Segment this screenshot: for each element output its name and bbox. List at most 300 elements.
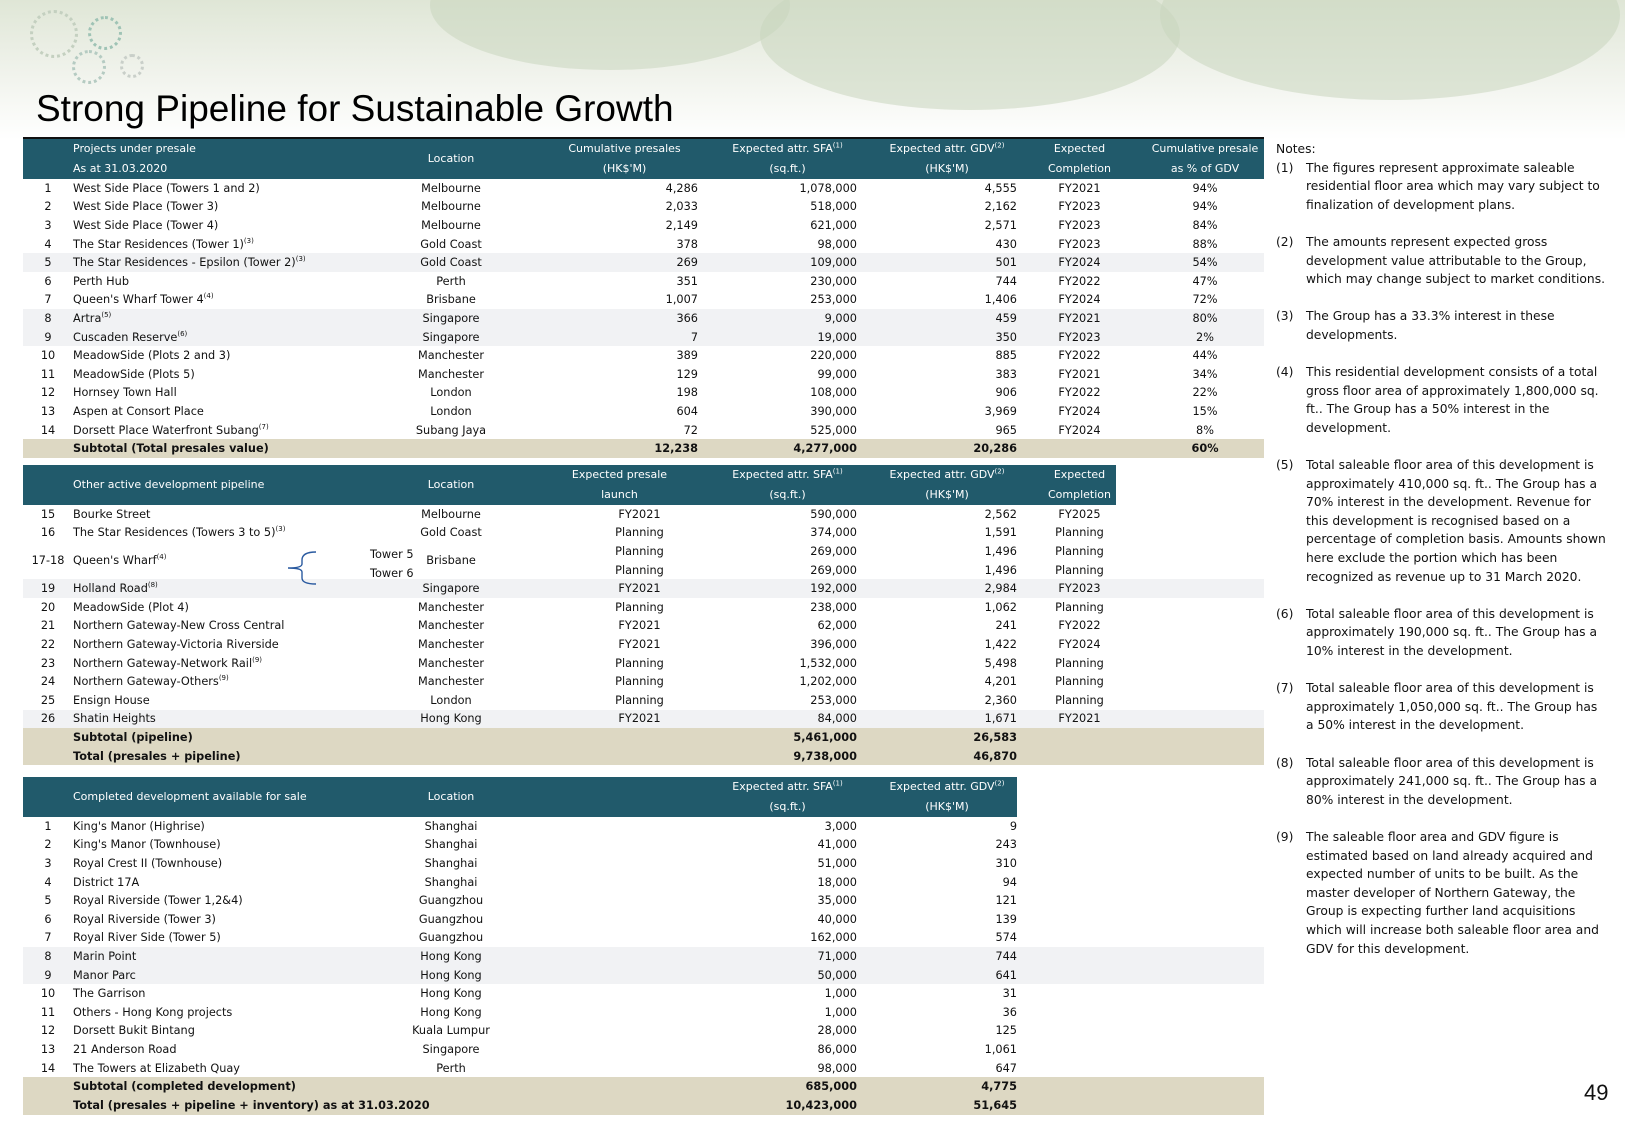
project-name: The Star Residences - Epsilon (Tower 2)$^{(3)}$ [73,255,306,270]
table-row [23,1003,1264,1022]
cumulative-presales: 2,033 [665,200,698,214]
location: Gold Coast [420,526,482,540]
expected-completion: FY2024 [1058,423,1101,437]
note-item: (2) The amounts represent expected gross development value attributable to the Group, which may change subject to market conditions. [1276,234,1606,287]
expected-completion: Planning [1055,563,1104,577]
header-location: Location [427,478,475,491]
expected-completion: Planning [1055,600,1104,614]
header-location: Location [427,790,475,803]
expected-launch: Planning [615,693,664,707]
table-row [23,654,1264,673]
expected-sfa: 621,000 [810,218,857,232]
presale-pct: 94% [1192,181,1218,195]
row-number: 9 [44,968,52,982]
location: Singapore [422,582,480,596]
table-row [23,672,1264,691]
expected-sfa: 71,000 [817,949,857,963]
note-item: (9) The saleable floor area and GDV figure is estimated based on land already acquired and expected number of units to be built. As the master developer of Northern Gateway, the Group is expecting further land acquisitions which will increase both saleable floor area and GDV for this development. [1276,829,1599,956]
project-name: MeadowSide (Plot 4) [73,600,189,614]
location: Manchester [417,349,485,363]
expected-sfa: 396,000 [810,637,857,651]
presale-pct: 15% [1192,404,1218,418]
note-item: (6) Total saleable floor area of this development is approximately 190,000 sq. ft.. The Group has a 10% interest in the development. [1276,606,1598,659]
expected-sfa: 50,000 [817,968,857,982]
expected-gdv: 139 [995,912,1017,926]
expected-gdv: 641 [995,968,1017,982]
expected-gdv: 94 [1002,875,1017,889]
row-number: 3 [44,218,52,232]
project-name: Dorsett Bukit Bintang [73,1024,195,1038]
row-number: 12 [40,386,56,400]
table-row [23,505,1264,524]
expected-sfa: 374,000 [810,526,857,540]
project-name: Queen's Wharf Tower 4$^{(4)}$ [73,292,214,307]
expected-gdv: 1,062 [984,600,1017,614]
table-row [23,817,1264,836]
project-name: Marin Point [73,949,137,963]
expected-sfa: 35,000 [817,894,857,908]
total-row: Total (presales + pipeline + inventory) as at 31.03.2020 10,423,000 51,645 [23,1096,1264,1115]
row-number: 5 [44,894,52,908]
header-pct-2: as % of GDV [1170,162,1240,175]
project-name: The Garrison [73,987,146,1001]
header-pct: Cumulative presale [1151,142,1259,155]
row-number: 10 [40,987,56,1001]
expected-sfa: 1,532,000 [799,656,857,670]
table-row [23,710,1264,729]
table-row [23,291,1264,310]
header-completion-2: Completion [1047,488,1111,501]
expected-sfa: 86,000 [817,1042,857,1056]
expected-sfa: 109,000 [810,256,857,270]
expected-gdv: 350 [995,330,1017,344]
location: Manchester [417,619,485,633]
expected-gdv: 574 [995,931,1017,945]
expected-sfa: 98,000 [817,237,857,251]
row-number: 3 [44,856,52,870]
header-sfa: Expected attr. SFA$^{(1)}$ [732,141,843,155]
presale-pct: 34% [1192,367,1218,381]
row-number: 14 [40,1061,56,1075]
note-item: (1) The figures represent approximate saleable residential floor area which may vary subject to finalization of development plans. [1276,160,1600,212]
expected-gdv: 383 [995,367,1017,381]
expected-gdv: 4,555 [984,181,1017,195]
row-number: 25 [40,693,56,707]
header-completed: Completed development available for sale [73,790,307,803]
expected-gdv: 36 [1002,1005,1017,1019]
expected-launch: FY2021 [618,582,661,596]
expected-gdv: 1,406 [984,293,1017,307]
project-name: Royal Crest II (Townhouse) [73,856,223,870]
project-name: King's Manor (Townhouse) [73,838,221,852]
table-row [23,691,1264,710]
expected-completion: FY2021 [1058,367,1101,381]
table-row [23,542,1264,567]
header-gdv: Expected attr. GDV$^{(2)}$ [889,141,1005,155]
cumulative-presales: 389 [676,349,698,363]
project-name: Northern Gateway-Victoria Riverside [73,637,279,651]
expected-sfa: 19,000 [817,330,857,344]
expected-completion: FY2024 [1058,404,1101,418]
location: Kuala Lumpur [412,1024,490,1038]
expected-gdv: 885 [995,349,1017,363]
project-name: Royal Riverside (Tower 3) [73,912,216,926]
table-row [23,579,1264,598]
presale-pct: 80% [1192,311,1218,325]
table-row [23,910,1264,929]
expected-completion: FY2023 [1058,330,1101,344]
note-item: (3) The Group has a 33.3% interest in these developments. [1276,309,1555,342]
row-number: 19 [40,582,56,596]
project-name: MeadowSide (Plots 2 and 3) [73,349,231,363]
expected-gdv: 3,969 [984,404,1017,418]
header-completion: Expected [1053,468,1106,481]
table-row [23,617,1264,636]
header-completion: Expected [1053,142,1106,155]
location: Manchester [417,600,485,614]
cumulative-presales: 351 [676,274,698,288]
table-row [23,198,1264,217]
expected-sfa: 41,000 [817,838,857,852]
expected-completion: FY2022 [1058,274,1101,288]
header-cum-presales-unit: (HK$'M) [602,162,647,175]
project-name: West Side Place (Tower 4) [73,218,219,232]
expected-completion: FY2022 [1058,619,1101,633]
row-number: 14 [40,423,56,437]
table-row [23,854,1264,873]
expected-gdv: 9 [1009,819,1017,833]
row-number: 12 [40,1024,56,1038]
expected-sfa: 525,000 [810,423,857,437]
table-row [23,947,1264,966]
completed-inventory-table [23,777,1264,1115]
header-sfa: Expected attr. SFA$^{(1)}$ [732,467,843,481]
row-number: 2 [44,200,52,214]
expected-gdv: 2,571 [984,218,1017,232]
total-row: Total (presales + pipeline) 9,738,000 46,870 [23,747,1264,766]
page-title: Strong Pipeline for Sustainable Growth [36,88,674,129]
project-name: Royal Riverside (Tower 1,2&4) [73,894,243,908]
expected-sfa: 62,000 [817,619,857,633]
project-name: MeadowSide (Plots 5) [73,367,195,381]
subtotal-row: Subtotal (pipeline) 5,461,000 26,583 [23,728,1264,747]
expected-gdv: 430 [995,237,1017,251]
location: Gold Coast [420,256,482,270]
cumulative-presales: 72 [683,423,698,437]
expected-sfa: 253,000 [810,693,857,707]
header-gdv: Expected attr. GDV$^{(2)}$ [889,467,1005,481]
project-name: Others - Hong Kong projects [73,1005,233,1019]
row-number: 1 [44,181,52,195]
expected-launch: Planning [615,656,664,670]
row-number: 8 [44,311,52,325]
cumulative-presales: 269 [676,256,698,270]
project-name: Northern Gateway-New Cross Central [73,619,285,633]
row-number: 11 [40,1005,56,1019]
table-row [23,253,1264,272]
table-row [23,328,1264,347]
location: London [430,404,472,418]
expected-sfa: 40,000 [817,912,857,926]
table-header [23,465,1264,505]
table-row [23,1022,1264,1041]
location: Singapore [422,1042,480,1056]
location: Manchester [417,367,485,381]
location: Hong Kong [420,987,482,1001]
location: Singapore [422,330,480,344]
table-row [23,402,1264,421]
location: Perth [436,274,466,288]
expected-gdv: 459 [995,311,1017,325]
expected-completion: Planning [1055,526,1104,540]
expected-launch: FY2021 [618,712,661,726]
project-name: Manor Parc [73,968,136,982]
expected-gdv: 744 [995,949,1017,963]
row-number: 10 [40,349,56,363]
expected-sfa: 238,000 [810,600,857,614]
project-name: West Side Place (Tower 3) [73,200,219,214]
header-location: Location [427,152,475,165]
row-number: 5 [44,256,52,270]
row-number: 4 [44,237,52,251]
row-number: 20 [40,600,56,614]
note-item: (5) Total saleable floor area of this development is approximately 410,000 sq. ft.. The Group has a 70% interest in the development. Revenue for this development is recognised based on a percentage of completion basis. Amounts shown here exclude the portion which has been recognized as revenue up to 31 March 2020. [1276,458,1606,584]
presale-pct: 8% [1196,423,1214,437]
location: Hong Kong [420,968,482,982]
pipeline-table [23,465,1264,765]
presale-projects-table [23,137,1264,458]
expected-completion: FY2022 [1058,386,1101,400]
expected-gdv: 2,562 [984,507,1017,521]
table-row [23,836,1264,855]
project-name: Northern Gateway-Network Rail$^{(9)}$ [73,655,263,670]
row-number: 15 [40,507,56,521]
expected-sfa: 1,000 [824,987,857,1001]
cumulative-presales: 366 [676,311,698,325]
expected-gdv: 1,496 [984,563,1017,577]
location: Shanghai [424,856,478,870]
project-name: Queen's Wharf$^{(4)}$ [73,553,167,567]
row-number: 9 [44,330,52,344]
expected-launch: Planning [615,563,664,577]
expected-sfa: 28,000 [817,1024,857,1038]
location: Guangzhou [418,912,484,926]
expected-gdv: 4,201 [984,675,1017,689]
location: Hong Kong [420,712,482,726]
expected-completion: Planning [1055,693,1104,707]
presale-pct: 44% [1192,349,1218,363]
location: Shanghai [424,875,478,889]
header-sfa-unit: (sq.ft.) [769,800,806,813]
expected-sfa: 253,000 [810,293,857,307]
expected-sfa: 9,000 [824,311,857,325]
expected-gdv: 1,061 [984,1042,1017,1056]
expected-gdv: 501 [995,256,1017,270]
table-header [23,137,1264,179]
expected-completion: FY2024 [1058,293,1101,307]
expected-launch: FY2021 [618,637,661,651]
expected-gdv: 1,496 [984,544,1017,558]
cumulative-presales: 604 [676,404,698,418]
table-row [23,891,1264,910]
expected-gdv: 243 [995,838,1017,852]
presale-pct: 2% [1196,330,1214,344]
expected-completion: Planning [1055,544,1104,558]
project-name: The Star Residences (Tower 1)$^{(3)}$ [73,236,254,251]
expected-gdv: 2,984 [984,582,1017,596]
table-row [23,966,1264,985]
presale-pct: 22% [1192,386,1218,400]
cumulative-presales: 129 [676,367,698,381]
header-projects: Projects under presale [73,142,196,155]
expected-launch: Planning [615,675,664,689]
location: Manchester [417,675,485,689]
expected-gdv: 310 [995,856,1017,870]
location: London [430,386,472,400]
table-row [23,421,1264,440]
expected-sfa: 99,000 [817,367,857,381]
expected-sfa: 1,078,000 [799,181,857,195]
expected-sfa: 3,000 [824,819,857,833]
row-number: 1 [44,819,52,833]
expected-completion: FY2024 [1058,256,1101,270]
location: Gold Coast [420,237,482,251]
row-number: 6 [44,912,52,926]
project-name: Cuscaden Reserve$^{(6)}$ [73,329,188,344]
expected-sfa: 192,000 [810,582,857,596]
location: London [430,693,472,707]
expected-sfa: 1,000 [824,1005,857,1019]
table-row [23,929,1264,948]
brace-icon [282,550,322,586]
location: Brisbane [426,553,476,567]
header-completion-2: Completion [1047,162,1111,175]
row-number: 21 [40,619,56,633]
header-as-at: As at 31.03.2020 [73,162,168,175]
table-row [23,365,1264,384]
row-number: 23 [40,656,56,670]
expected-gdv: 1,422 [984,637,1017,651]
expected-sfa: 269,000 [810,544,857,558]
expected-gdv: 965 [995,423,1017,437]
header-pipeline: Other active development pipeline [73,478,265,491]
cumulative-presales: 378 [676,237,698,251]
table-row [23,635,1264,654]
expected-launch: FY2021 [618,619,661,633]
row-number: 11 [40,367,56,381]
expected-sfa: 51,000 [817,856,857,870]
table-row [23,235,1264,254]
expected-gdv: 1,591 [984,526,1017,540]
row-number: 2 [44,838,52,852]
table-row [23,873,1264,892]
table-row [23,346,1264,365]
expected-launch: Planning [615,600,664,614]
location: Shanghai [424,819,478,833]
expected-sfa: 18,000 [817,875,857,889]
table-row [23,524,1264,543]
project-name: District 17A [73,875,140,889]
project-name: Artra$^{(5)}$ [73,311,112,325]
project-name: Perth Hub [73,274,130,288]
expected-gdv: 1,671 [984,712,1017,726]
table-row [23,1059,1264,1078]
table-row [23,984,1264,1003]
location: Shanghai [424,838,478,852]
cumulative-presales: 7 [690,330,698,344]
tower-5-label: Tower 5 [370,548,414,561]
tower-6-label: Tower 6 [370,567,414,580]
expected-completion: FY2023 [1058,200,1101,214]
location: Guangzhou [418,894,484,908]
table-row [23,216,1264,235]
project-name: Holland Road$^{(8)}$ [73,581,158,596]
presale-pct: 94% [1192,200,1218,214]
expected-completion: FY2023 [1058,582,1101,596]
subtotal-row: Subtotal (Total presales value) 12,238 4,277,000 20,286 60% [23,439,1264,458]
expected-gdv: 125 [995,1024,1017,1038]
header-gdv-unit: (HK$'M) [925,800,969,813]
expected-completion: FY2021 [1058,712,1101,726]
presale-pct: 88% [1192,237,1218,251]
row-number: 13 [40,1042,56,1056]
expected-completion: FY2023 [1058,237,1101,251]
location: Hong Kong [420,949,482,963]
cumulative-presales: 1,007 [665,293,698,307]
expected-sfa: 108,000 [810,386,857,400]
location: Guangzhou [418,931,484,945]
table-row [23,384,1264,403]
table-row [23,179,1264,198]
notes-panel [1276,140,1606,977]
location: Melbourne [421,218,481,232]
location: Melbourne [421,507,481,521]
row-number: 22 [40,637,56,651]
project-name: King's Manor (Highrise) [73,819,205,833]
expected-sfa: 590,000 [810,507,857,521]
table-header [23,777,1264,817]
expected-gdv: 906 [995,386,1017,400]
cumulative-presales: 4,286 [665,181,698,195]
header-launch-2: launch [601,488,638,501]
project-name: Royal River Side (Tower 5) [73,931,221,945]
expected-sfa: 518,000 [810,200,857,214]
expected-sfa: 98,000 [817,1061,857,1075]
header-sfa: Expected attr. SFA$^{(1)}$ [732,779,843,793]
project-name: Dorsett Place Waterfront Subang$^{(7)}$ [73,422,269,437]
project-name: 21 Anderson Road [73,1042,177,1056]
note-item: (4) This residential development consists of a total gross floor area of approximately 1,800,000 sq. ft.. The Group has a 50% interest in the development. [1276,365,1599,435]
cumulative-presales: 198 [676,386,698,400]
cumulative-presales: 2,149 [665,218,698,232]
header-gdv-unit: (HK$'M) [925,162,969,175]
expected-launch: Planning [615,526,664,540]
expected-gdv: 5,498 [984,656,1017,670]
expected-sfa: 230,000 [810,274,857,288]
location: Melbourne [421,200,481,214]
expected-completion: FY2025 [1058,507,1101,521]
expected-sfa: 220,000 [810,349,857,363]
expected-completion: FY2022 [1058,349,1101,363]
project-name: Ensign House [73,693,150,707]
header-gdv: Expected attr. GDV$^{(2)}$ [889,779,1005,793]
header-sfa-unit: (sq.ft.) [769,162,806,175]
header-launch: Expected presale [571,468,668,481]
location: Singapore [422,311,480,325]
expected-completion: Planning [1055,675,1104,689]
notes-heading: Notes: [1276,142,1316,156]
expected-gdv: 121 [995,894,1017,908]
